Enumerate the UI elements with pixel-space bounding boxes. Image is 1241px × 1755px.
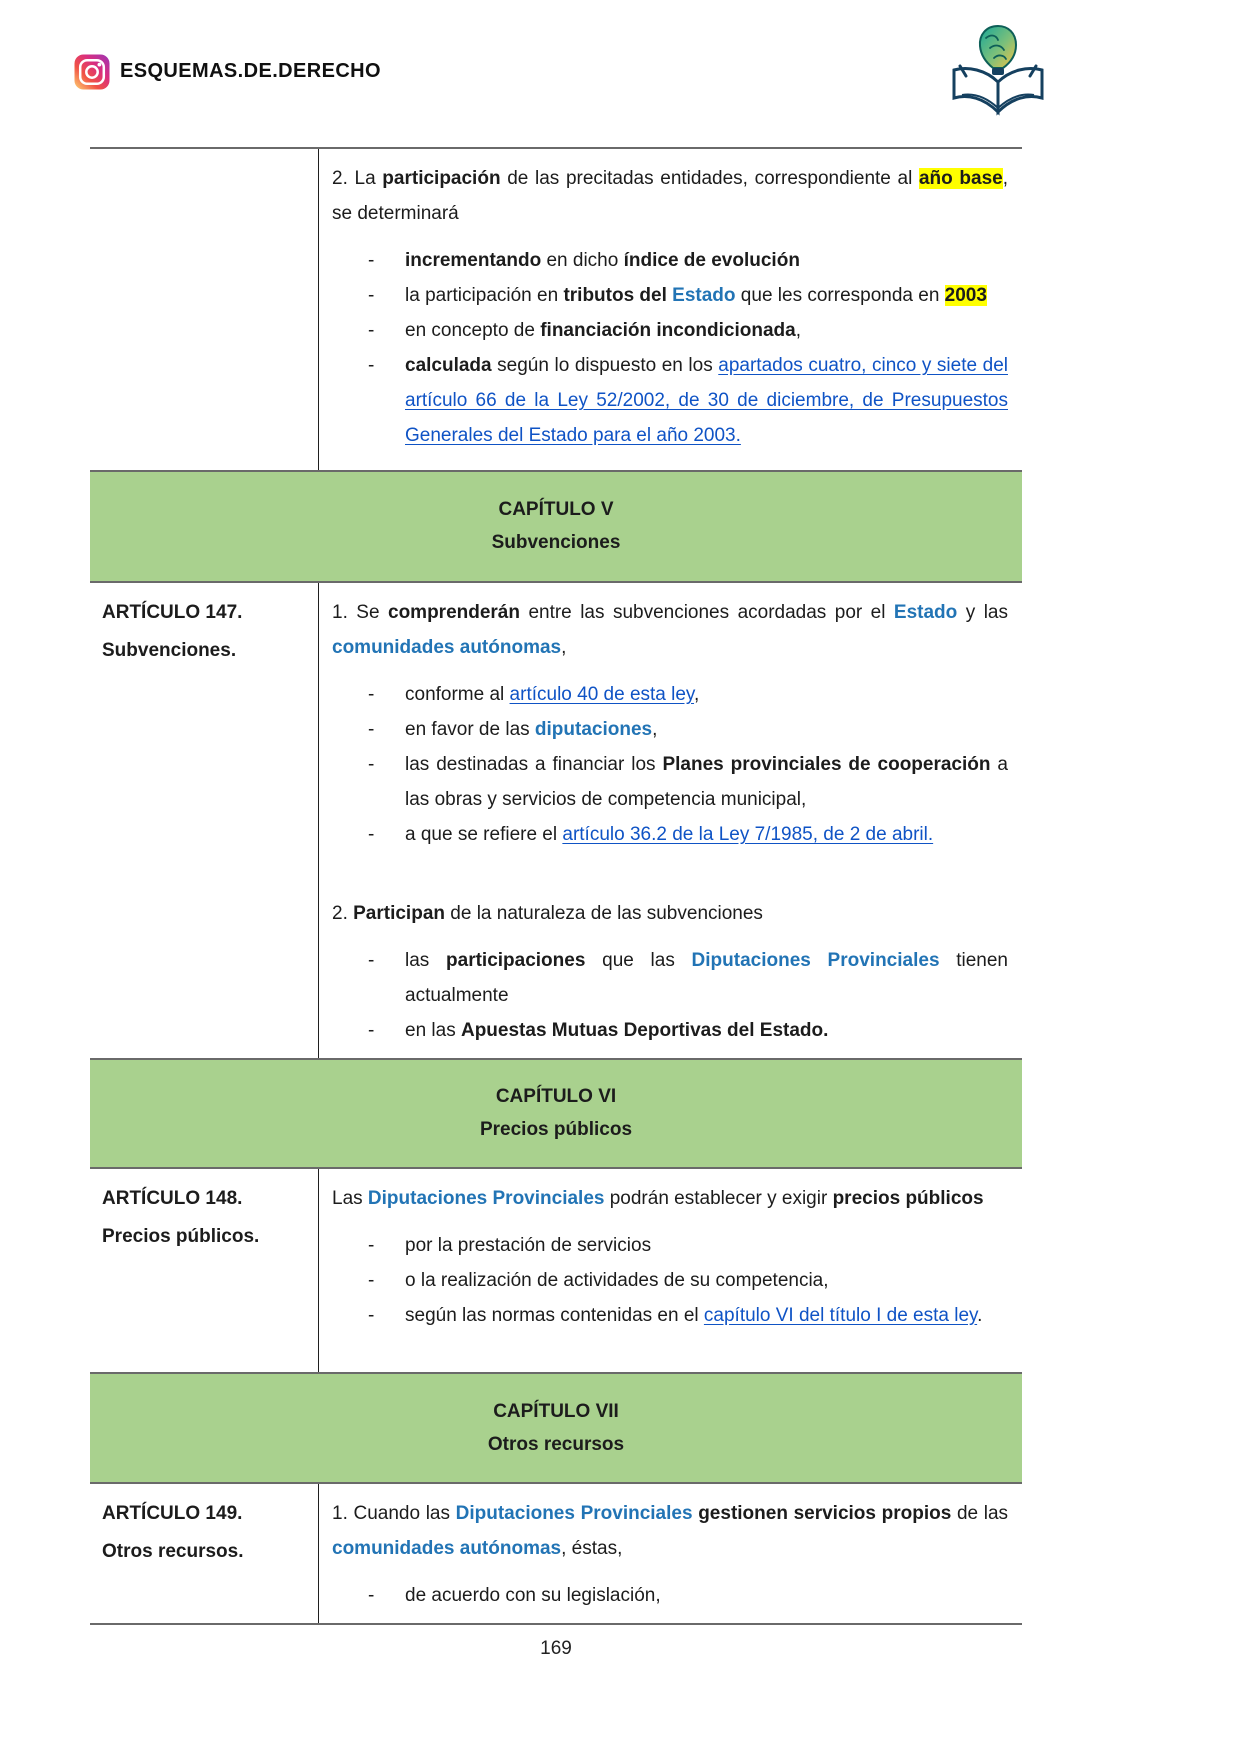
text-run: Participan [353, 903, 445, 924]
text-run: año base [918, 168, 1003, 189]
paragraph [332, 896, 1008, 931]
paragraph [332, 1181, 1008, 1216]
bullet-dash: - [368, 1235, 375, 1256]
book-brain-logo-icon [946, 20, 1050, 120]
bullet-text [405, 943, 1008, 1013]
article-body-cell [319, 1484, 1022, 1623]
article-label-line: ARTÍCULO 147. [102, 602, 243, 623]
text-run: tienen actualmente [405, 950, 1008, 1006]
bullet-text [405, 313, 1008, 348]
article-label-cell [90, 1484, 319, 1623]
bullet-dash: - [368, 355, 375, 376]
text-run: según lo dispuesto en los [491, 355, 719, 376]
article-label-cell [90, 1169, 319, 1372]
text-run: 1. Se [332, 602, 388, 623]
text-run: Las [332, 1188, 368, 1209]
table-row-articulo-147 [90, 583, 1022, 1058]
text-run: incrementando [405, 250, 542, 271]
chapter-subtitle: Precios públicos [479, 1119, 633, 1140]
bullet-text [405, 243, 1008, 278]
bullet-dash: - [368, 950, 375, 971]
text-run: , se determinará [332, 168, 1008, 224]
legal-reference-link[interactable]: apartados cuatro, cinco y siete del artículo 66 de la Ley 52/2002, de 30 de diciembre, de Presupuestos Generales del Estado para el año 2003. [405, 355, 1008, 446]
bullet-item [332, 313, 1008, 348]
bullet-dash: - [368, 754, 375, 775]
text-run: comunidades autónomas [332, 1538, 562, 1559]
bullet-text [405, 712, 1008, 747]
text-run: calculada [405, 355, 492, 376]
bullet-item [332, 943, 1008, 1013]
text-run: en dicho [541, 250, 624, 271]
text-run: o la realización de actividades de su competencia, [405, 1270, 829, 1291]
text-run: en favor de las [405, 719, 535, 740]
text-run: entre las subvenciones acordadas por el [519, 602, 894, 623]
text-run: Diputaciones Provinciales [691, 950, 940, 971]
chapter-banner-vi [90, 1058, 1022, 1169]
bullet-dash: - [368, 719, 375, 740]
bullet-item [332, 1228, 1008, 1263]
bullet-item [332, 278, 1008, 313]
article-body-cell [319, 583, 1022, 1058]
page-number: 169 [540, 1638, 572, 1659]
text-run: podrán establecer y exigir [604, 1188, 833, 1209]
bullet-dash: - [368, 250, 375, 271]
text-run: participación [382, 168, 501, 189]
text-run: Estado [672, 285, 736, 306]
chapter-subtitle: Otros recursos [487, 1433, 625, 1455]
chapter-title: CAPÍTULO VI [495, 1086, 617, 1107]
bullet-item [332, 1263, 1008, 1298]
text-run: 1. Cuando las [332, 1503, 456, 1524]
table-row-articulo-148 [90, 1169, 1022, 1372]
bullet-dash: - [368, 1305, 375, 1326]
chapter-title: CAPÍTULO VII [493, 1400, 619, 1422]
bullet-item [332, 1298, 1008, 1333]
instagram-icon [74, 54, 110, 90]
text-run: tributos del [563, 285, 673, 306]
article-label-cell [90, 149, 319, 470]
bullet-item [332, 1013, 1008, 1048]
bullet-text [405, 1013, 1008, 1048]
text-run: las destinadas a financiar los [405, 754, 663, 775]
bullet-item [332, 348, 1008, 453]
text-run: por la prestación de servicios [405, 1235, 652, 1256]
bullet-item [332, 677, 1008, 712]
text-run: según las normas contenidas en el [405, 1305, 704, 1326]
bullet-dash: - [368, 1270, 375, 1291]
article-label-line: ARTÍCULO 148. [102, 1188, 243, 1209]
article-label-line: Subvenciones. [102, 640, 237, 661]
bullet-text [405, 677, 1008, 712]
text-run: 2. La [332, 168, 383, 189]
chapter-banner-v [90, 470, 1022, 583]
text-run: conforme al [405, 684, 510, 705]
text-run: de la naturaleza de las subvenciones [445, 903, 763, 924]
article-label-cell [90, 583, 319, 1058]
text-run: Diputaciones Provinciales [367, 1188, 605, 1209]
legal-reference-link[interactable]: artículo 36.2 de la Ley 7/1985, de 2 de abril. [562, 824, 934, 845]
bullet-text [405, 817, 1008, 852]
text-run: comunidades autónomas [332, 637, 562, 658]
bullet-dash: - [368, 320, 375, 341]
article-label-line: ARTÍCULO 149. [102, 1503, 243, 1524]
text-run: financiación incondicionada [540, 320, 796, 341]
text-run: en concepto de [405, 320, 541, 341]
article-body-cell [319, 149, 1022, 470]
bullet-text [405, 747, 1008, 817]
bullet-text [405, 1263, 1008, 1298]
text-run: a las obras y servicios de competencia municipal, [405, 754, 1008, 810]
text-run: índice de evolución [623, 250, 800, 271]
text-run: , [795, 320, 801, 341]
instagram-handle: ESQUEMAS.DE.DERECHO [120, 60, 381, 82]
bullet-dash: - [368, 1020, 375, 1041]
bullet-text [405, 1578, 1008, 1613]
text-run: gestionen servicios propios [698, 1503, 952, 1524]
text-run: comprenderán [388, 602, 520, 623]
table-row-articulo-149 [90, 1484, 1022, 1623]
bullet-dash: - [368, 824, 375, 845]
paragraph [332, 1496, 1008, 1566]
text-run: Estado [893, 602, 958, 623]
text-run: las [405, 950, 447, 971]
text-run: que les corresponda en [735, 285, 945, 306]
paragraph [332, 595, 1008, 665]
bullet-item [332, 243, 1008, 278]
bullet-text [405, 348, 1008, 453]
article-label-line: Precios públicos. [102, 1226, 260, 1247]
chapter-banner-vii [90, 1372, 1022, 1484]
bullet-item [332, 712, 1008, 747]
bullet-dash: - [368, 285, 375, 306]
legal-reference-link[interactable]: capítulo VI del título I de esta ley [703, 1305, 978, 1326]
bullet-text [405, 1228, 1008, 1263]
article-label-line: Otros recursos. [102, 1541, 244, 1562]
bullet-item [332, 1578, 1008, 1613]
text-run: diputaciones [534, 719, 653, 740]
bullet-dash: - [368, 684, 375, 705]
schema-table [90, 147, 1022, 1625]
text-run: Planes provinciales de cooperación [662, 754, 991, 775]
text-run: de las [951, 1503, 1009, 1524]
legal-reference-link[interactable]: artículo 40 de esta ley [509, 684, 695, 705]
text-run: participaciones [446, 950, 586, 971]
bullet-text [405, 1298, 1008, 1333]
text-run: , [561, 637, 567, 658]
article-body-cell [319, 1169, 1022, 1372]
text-run: a que se refiere el [405, 824, 563, 845]
text-run: Apuestas Mutuas Deportivas del Estado. [460, 1020, 829, 1041]
text-run: 2003 [944, 285, 987, 306]
paragraph [332, 161, 1008, 231]
text-run: 2. [332, 903, 354, 924]
text-run: que las [585, 950, 692, 971]
text-run: Diputaciones Provinciales [455, 1503, 693, 1524]
chapter-title: CAPÍTULO V [498, 499, 614, 520]
text-run: la participación en [405, 285, 564, 306]
text-run: precios públicos [832, 1188, 984, 1209]
bullet-text [405, 278, 1008, 313]
text-run: en las [405, 1020, 461, 1041]
text-run: y las [957, 602, 1008, 623]
text-run: , [652, 719, 658, 740]
table-row-continuation [90, 149, 1022, 470]
text-run: de acuerdo con su legislación, [405, 1585, 661, 1606]
bullet-dash: - [368, 1585, 375, 1606]
text-run: , éstas, [561, 1538, 623, 1559]
text-run: , [694, 684, 700, 705]
bullet-item [332, 817, 1008, 852]
text-run: de las precitadas entidades, correspondiente al [500, 168, 919, 189]
text-run: . [977, 1305, 983, 1326]
chapter-subtitle: Subvenciones [491, 532, 621, 553]
bullet-item [332, 747, 1008, 817]
